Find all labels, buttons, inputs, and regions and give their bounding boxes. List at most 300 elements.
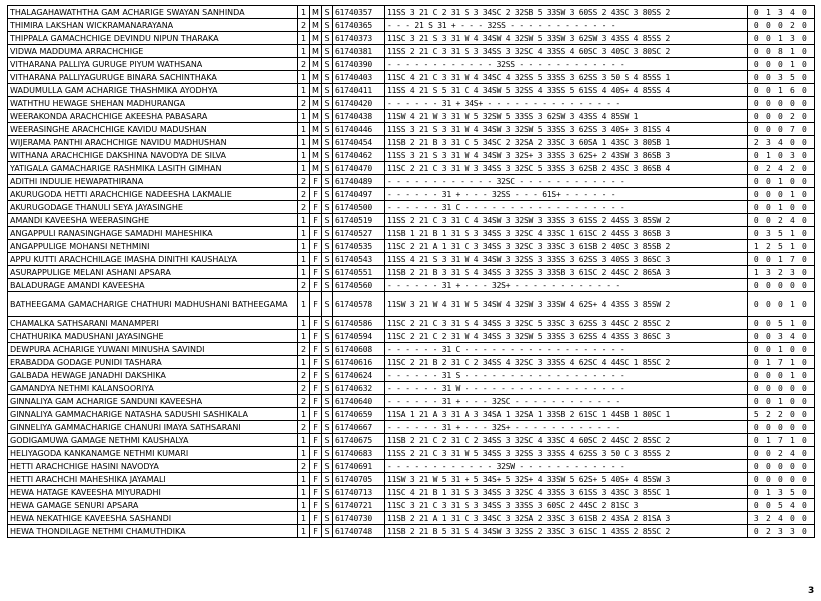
student-name-cell: WATHTHU HEWAGE SHEHAN MADHURANGA xyxy=(8,97,298,110)
gender-cell: F xyxy=(310,434,322,447)
medium-cell: S xyxy=(322,84,333,97)
gender-cell: F xyxy=(310,382,322,395)
student-name-cell: BALADURAGE AMANDI KAVEESHA xyxy=(8,279,298,292)
gender-cell: F xyxy=(310,292,322,317)
grade-counts-cell: 0 0 1 0 0 xyxy=(748,343,815,356)
grade-counts-cell: 0 0 0 0 0 xyxy=(748,421,815,434)
subject-grades-cell: 11SW 3 21 W 5 31 + 5 34S+ 5 32S+ 4 33SW 5 62S+ 5 40S+ 4 85SW 3 xyxy=(385,473,748,486)
stream-code-cell: 1 xyxy=(298,512,310,525)
medium-cell: S xyxy=(322,525,333,538)
gender-cell: M xyxy=(310,149,322,162)
stream-code-cell: 2 xyxy=(298,175,310,188)
stream-code-cell: 1 xyxy=(298,136,310,149)
subject-grades-cell: 11SC 2 21 A 1 31 C 3 34SS 3 32SC 3 33SC 3 61SB 2 40SC 3 85SB 2 xyxy=(385,240,748,253)
gender-cell: F xyxy=(310,266,322,279)
medium-cell: S xyxy=(322,434,333,447)
subject-grades-cell: - - - - - - 31 C - - - - - - - - - - - - - - - - - - xyxy=(385,201,748,214)
index-number-cell: 61740438 xyxy=(333,110,385,123)
student-name-cell: THALAGAHAWATHTHA GAM ACHARIGE SWAYAN SANHINDA xyxy=(8,6,298,19)
table-row xyxy=(8,292,815,317)
grade-counts-cell: 0 1 0 3 0 xyxy=(748,149,815,162)
grade-counts-cell: 0 3 5 1 0 xyxy=(748,227,815,240)
grade-counts-cell: 0 1 3 4 0 xyxy=(748,6,815,19)
grade-counts-cell: 0 0 1 7 0 xyxy=(748,253,815,266)
index-number-cell: 61740500 xyxy=(333,201,385,214)
table-row xyxy=(8,97,815,110)
gender-cell: F xyxy=(310,356,322,369)
gender-cell: M xyxy=(310,97,322,110)
table-row xyxy=(8,317,815,330)
index-number-cell: 61740519 xyxy=(333,214,385,227)
student-name-cell: GODIGAMUWA GAMAGE NETHMI KAUSHALYA xyxy=(8,434,298,447)
subject-grades-cell: 11SS 2 21 C 3 31 S 3 34SS 3 32SC 4 33SS 4 60SC 3 40SC 3 80SC 2 xyxy=(385,45,748,58)
grade-counts-cell: 0 0 0 7 0 xyxy=(748,123,815,136)
medium-cell: S xyxy=(322,356,333,369)
subject-grades-cell: 11SB 2 21 B 5 31 S 4 34SW 3 32SS 2 33SC 3 61SC 1 43SS 2 85SC 2 xyxy=(385,525,748,538)
table-row xyxy=(8,110,815,123)
index-number-cell: 61740403 xyxy=(333,71,385,84)
index-number-cell: 61740411 xyxy=(333,84,385,97)
medium-cell: S xyxy=(322,421,333,434)
table-row xyxy=(8,473,815,486)
table-row xyxy=(8,369,815,382)
index-number-cell: 61740578 xyxy=(333,292,385,317)
gender-cell: M xyxy=(310,71,322,84)
subject-grades-cell: 11SS 3 21 S 3 31 W 4 34SW 3 32SW 5 33SS 3 62SS 3 40S+ 3 81SS 4 xyxy=(385,123,748,136)
stream-code-cell: 2 xyxy=(298,395,310,408)
subject-grades-cell: 11SC 4 21 C 3 31 W 4 34SC 4 32SS 5 33SS 3 62SS 3 50 S 4 85SS 1 xyxy=(385,71,748,84)
table-row xyxy=(8,123,815,136)
medium-cell: S xyxy=(322,279,333,292)
gender-cell: F xyxy=(310,214,322,227)
subject-grades-cell: - - - - - - 31 C - - - - - - - - - - - - - - - - - - xyxy=(385,343,748,356)
table-row xyxy=(8,227,815,240)
index-number-cell: 61740470 xyxy=(333,162,385,175)
index-number-cell: 61740420 xyxy=(333,97,385,110)
subject-grades-cell: - - - 21 S 31 + - - - 32SS - - - - - - - - - - - - xyxy=(385,19,748,32)
grade-counts-cell: 0 0 5 1 0 xyxy=(748,317,815,330)
index-number-cell: 61740381 xyxy=(333,45,385,58)
table-row xyxy=(8,19,815,32)
student-name-cell: HELIYAGODA KANKANAMGE NETHMI KUMARI xyxy=(8,447,298,460)
page-number: 3 xyxy=(808,586,815,596)
table-row xyxy=(8,499,815,512)
medium-cell: S xyxy=(322,330,333,343)
gender-cell: M xyxy=(310,110,322,123)
medium-cell: S xyxy=(322,32,333,45)
index-number-cell: 61740616 xyxy=(333,356,385,369)
gender-cell: M xyxy=(310,162,322,175)
index-number-cell: 61740551 xyxy=(333,266,385,279)
table-row xyxy=(8,214,815,227)
medium-cell: S xyxy=(322,369,333,382)
student-name-cell: ERABADDA GODAGE PUNIDI TASHARA xyxy=(8,356,298,369)
gender-cell: F xyxy=(310,253,322,266)
student-name-cell: CHAMALKA SATHSARANI MANAMPERI xyxy=(8,317,298,330)
medium-cell: S xyxy=(322,97,333,110)
medium-cell: S xyxy=(322,162,333,175)
gender-cell: F xyxy=(310,408,322,421)
stream-code-cell: 1 xyxy=(298,227,310,240)
stream-code-cell: 1 xyxy=(298,240,310,253)
index-number-cell: 61740624 xyxy=(333,369,385,382)
stream-code-cell: 1 xyxy=(298,356,310,369)
stream-code-cell: 1 xyxy=(298,214,310,227)
stream-code-cell: 1 xyxy=(298,45,310,58)
stream-code-cell: 1 xyxy=(298,447,310,460)
subject-grades-cell: 11SB 2 21 A 1 31 C 3 34SC 3 32SA 2 33SC 3 61SB 2 43SA 2 81SA 3 xyxy=(385,512,748,525)
table-row xyxy=(8,447,815,460)
medium-cell: S xyxy=(322,19,333,32)
stream-code-cell: 1 xyxy=(298,123,310,136)
subject-grades-cell: - - - - - - 31 + - - - 32S+ - - - - - - - - - - - - xyxy=(385,421,748,434)
medium-cell: S xyxy=(322,136,333,149)
table-row xyxy=(8,45,815,58)
medium-cell: S xyxy=(322,240,333,253)
student-name-cell: HEWA HATAGE KAVEESHA MIYURADHI xyxy=(8,486,298,499)
subject-grades-cell: - - - - - - 31 + - - - 32S+ - - - - - - - - - - - - xyxy=(385,279,748,292)
index-number-cell: 61740489 xyxy=(333,175,385,188)
medium-cell: S xyxy=(322,123,333,136)
student-name-cell: DEWPURA ACHARIGE YUWANI MINUSHA SAVINDI xyxy=(8,343,298,356)
gender-cell: M xyxy=(310,84,322,97)
table-row xyxy=(8,71,815,84)
medium-cell: S xyxy=(322,447,333,460)
index-number-cell: 61740497 xyxy=(333,188,385,201)
subject-grades-cell: - - - - - - 31 + - - - 32SC - - - - - - - - - - - - xyxy=(385,395,748,408)
grade-counts-cell: 0 1 7 1 0 xyxy=(748,356,815,369)
subject-grades-cell: - - - - - - 31 + 34S+ - - - - - - - - - - - - - - - xyxy=(385,97,748,110)
grade-counts-cell: 0 0 1 0 0 xyxy=(748,175,815,188)
gender-cell: M xyxy=(310,19,322,32)
student-name-cell: VITHARANA PALLIYA GURUGE PIYUM WATHSANA xyxy=(8,58,298,71)
student-name-cell: HEWA NEKATHIGE KAVEESHA SASHANDI xyxy=(8,512,298,525)
gender-cell: F xyxy=(310,317,322,330)
stream-code-cell: 1 xyxy=(298,292,310,317)
grade-counts-cell: 3 2 4 0 0 xyxy=(748,512,815,525)
subject-grades-cell: 11SC 3 21 C 3 31 S 3 34SS 3 33SS 3 60SC 2 44SC 2 81SC 3 xyxy=(385,499,748,512)
medium-cell: S xyxy=(322,473,333,486)
grade-counts-cell: 0 0 1 0 0 xyxy=(748,201,815,214)
subject-grades-cell: - - - - - - - - - - - - 32SS - - - - - - - - - - - - xyxy=(385,58,748,71)
subject-grades-cell: 11SS 4 21 S 5 31 C 4 34SW 5 32SS 4 33SS 5 61SS 4 40S+ 4 85SS 4 xyxy=(385,84,748,97)
index-number-cell: 61740365 xyxy=(333,19,385,32)
grade-counts-cell: 0 0 0 1 0 xyxy=(748,292,815,317)
grade-counts-cell: 0 0 3 4 0 xyxy=(748,330,815,343)
medium-cell: S xyxy=(322,45,333,58)
student-name-cell: ASURAPPULIGE MELANI ASHANI APSARA xyxy=(8,266,298,279)
student-name-cell: GINNALIYA GAM ACHARIGE SANDUNI KAVEESHA xyxy=(8,395,298,408)
grade-counts-cell: 1 3 2 3 0 xyxy=(748,266,815,279)
gender-cell: M xyxy=(310,32,322,45)
grade-counts-cell: 0 0 8 1 0 xyxy=(748,45,815,58)
index-number-cell: 61740586 xyxy=(333,317,385,330)
medium-cell: S xyxy=(322,175,333,188)
medium-cell: S xyxy=(322,253,333,266)
medium-cell: S xyxy=(322,227,333,240)
student-name-cell: AMANDI KAVEESHA WEERASINGHE xyxy=(8,214,298,227)
medium-cell: S xyxy=(322,486,333,499)
gender-cell: F xyxy=(310,486,322,499)
subject-grades-cell: 11SW 3 21 W 4 31 W 5 34SW 4 32SW 3 33SW 4 62S+ 4 43SS 3 85SW 2 xyxy=(385,292,748,317)
medium-cell: S xyxy=(322,395,333,408)
index-number-cell: 61740373 xyxy=(333,32,385,45)
subject-grades-cell: 11SS 2 21 C 3 31 C 4 34SW 3 32SW 3 33SS 3 61SS 2 44SS 3 85SW 2 xyxy=(385,214,748,227)
stream-code-cell: 1 xyxy=(298,434,310,447)
results-table xyxy=(7,5,815,538)
gender-cell: F xyxy=(310,227,322,240)
grade-counts-cell: 0 2 3 3 0 xyxy=(748,525,815,538)
stream-code-cell: 1 xyxy=(298,32,310,45)
medium-cell: S xyxy=(322,6,333,19)
subject-grades-cell: - - - - - - - - - - - - 32SW - - - - - - - - - - - - xyxy=(385,460,748,473)
gender-cell: F xyxy=(310,512,322,525)
gender-cell: F xyxy=(310,369,322,382)
grade-counts-cell: 0 0 0 2 0 xyxy=(748,19,815,32)
results-table-body xyxy=(8,6,815,538)
subject-grades-cell: - - - - - - 31 S - - - - - - - - - - - - - - - - - - xyxy=(385,369,748,382)
index-number-cell: 61740667 xyxy=(333,421,385,434)
index-number-cell: 61740691 xyxy=(333,460,385,473)
index-number-cell: 61740730 xyxy=(333,512,385,525)
medium-cell: S xyxy=(322,71,333,84)
stream-code-cell: 1 xyxy=(298,253,310,266)
stream-code-cell: 1 xyxy=(298,162,310,175)
index-number-cell: 61740721 xyxy=(333,499,385,512)
subject-grades-cell: 11SC 2 21 C 3 31 S 4 34SS 3 32SC 5 33SC 3 62SS 3 44SC 2 85SC 2 xyxy=(385,317,748,330)
student-name-cell: HETTI ARACHCHIGE HASINI NAVODYA xyxy=(8,460,298,473)
table-row xyxy=(8,201,815,214)
student-name-cell: ANGAPPULI RANASINGHAGE SAMADHI MAHESHIKA xyxy=(8,227,298,240)
stream-code-cell: 1 xyxy=(298,6,310,19)
index-number-cell: 61740454 xyxy=(333,136,385,149)
table-row xyxy=(8,266,815,279)
stream-code-cell: 2 xyxy=(298,19,310,32)
subject-grades-cell: 11SW 4 21 W 3 31 W 5 32SW 5 33SS 3 62SW 3 43SS 4 85SW 1 xyxy=(385,110,748,123)
gender-cell: F xyxy=(310,175,322,188)
grade-counts-cell: 0 0 1 0 0 xyxy=(748,395,815,408)
student-name-cell: APPU KUTTI ARACHCHILAGE IMASHA DINITHI KAUSHALYA xyxy=(8,253,298,266)
student-name-cell: GINNELIYA GAMMACHARIGE CHANURI IMAYA SATHSARANI xyxy=(8,421,298,434)
table-row xyxy=(8,421,815,434)
student-name-cell: BATHEEGAMA GAMACHARIGE CHATHURI MADHUSHANI BATHEEGAMA xyxy=(8,292,298,317)
index-number-cell: 61740462 xyxy=(333,149,385,162)
stream-code-cell: 1 xyxy=(298,149,310,162)
student-name-cell: HEWA THONDILAGE NETHMI CHAMUTHDIKA xyxy=(8,525,298,538)
stream-code-cell: 2 xyxy=(298,188,310,201)
stream-code-cell: 2 xyxy=(298,460,310,473)
stream-code-cell: 2 xyxy=(298,201,310,214)
gender-cell: F xyxy=(310,330,322,343)
medium-cell: S xyxy=(322,317,333,330)
table-row xyxy=(8,330,815,343)
stream-code-cell: 2 xyxy=(298,279,310,292)
table-row xyxy=(8,356,815,369)
medium-cell: S xyxy=(322,499,333,512)
index-number-cell: 61740675 xyxy=(333,434,385,447)
student-name-cell: HEWA GAMAGE SENURI APSARA xyxy=(8,499,298,512)
gender-cell: M xyxy=(310,6,322,19)
grade-counts-cell: 0 0 0 0 0 xyxy=(748,279,815,292)
student-name-cell: WADUMULLA GAM ACHARIGE THASHMIKA AYODHYA xyxy=(8,84,298,97)
table-row xyxy=(8,512,815,525)
index-number-cell: 61740527 xyxy=(333,227,385,240)
grade-counts-cell: 0 0 1 3 0 xyxy=(748,32,815,45)
table-row xyxy=(8,395,815,408)
medium-cell: S xyxy=(322,382,333,395)
gender-cell: F xyxy=(310,188,322,201)
subject-grades-cell: - - - - - - 31 + - - - 32SS - - - 61S+ - - - - - - xyxy=(385,188,748,201)
medium-cell: S xyxy=(322,292,333,317)
table-row xyxy=(8,434,815,447)
index-number-cell: 61740560 xyxy=(333,279,385,292)
student-name-cell: WIJERAMA PANTHI ARACHCHIGE NAVIDU MADHUSHAN xyxy=(8,136,298,149)
gender-cell: M xyxy=(310,136,322,149)
index-number-cell: 61740683 xyxy=(333,447,385,460)
medium-cell: S xyxy=(322,512,333,525)
subject-grades-cell: - - - - - - 31 W - - - - - - - - - - - - - - - - - - xyxy=(385,382,748,395)
gender-cell: M xyxy=(310,45,322,58)
student-name-cell: WITHANA ARACHCHIGE DAKSHINA NAVODYA DE SILVA xyxy=(8,149,298,162)
grade-counts-cell: 0 0 0 0 0 xyxy=(748,382,815,395)
subject-grades-cell: 11SC 3 21 S 3 31 W 4 34SW 4 32SW 5 33SW 3 62SW 3 43SS 4 85SS 2 xyxy=(385,32,748,45)
grade-counts-cell: 0 0 0 2 0 xyxy=(748,110,815,123)
stream-code-cell: 2 xyxy=(298,421,310,434)
stream-code-cell: 1 xyxy=(298,408,310,421)
grade-counts-cell: 0 0 2 4 0 xyxy=(748,214,815,227)
grade-counts-cell: 2 3 4 0 0 xyxy=(748,136,815,149)
subject-grades-cell: 11SS 2 21 C 3 31 W 5 34SS 3 32SS 3 33SS 4 62SS 3 50 C 3 85SS 2 xyxy=(385,447,748,460)
subject-grades-cell: 11SS 4 21 S 3 31 W 4 34SW 3 32SS 3 33SS 3 62SS 3 40SS 3 86SC 3 xyxy=(385,253,748,266)
table-row xyxy=(8,188,815,201)
index-number-cell: 61740632 xyxy=(333,382,385,395)
index-number-cell: 61740543 xyxy=(333,253,385,266)
index-number-cell: 61740594 xyxy=(333,330,385,343)
index-number-cell: 61740535 xyxy=(333,240,385,253)
stream-code-cell: 1 xyxy=(298,110,310,123)
grade-counts-cell: 0 0 0 1 0 xyxy=(748,188,815,201)
stream-code-cell: 1 xyxy=(298,486,310,499)
index-number-cell: 61740446 xyxy=(333,123,385,136)
gender-cell: F xyxy=(310,473,322,486)
gender-cell: F xyxy=(310,447,322,460)
stream-code-cell: 1 xyxy=(298,499,310,512)
gender-cell: F xyxy=(310,395,322,408)
table-row xyxy=(8,279,815,292)
table-row xyxy=(8,343,815,356)
gender-cell: F xyxy=(310,240,322,253)
student-name-cell: VIDWA MADDUMA ARRACHCHIGE xyxy=(8,45,298,58)
index-number-cell: 61740659 xyxy=(333,408,385,421)
table-row xyxy=(8,58,815,71)
table-row xyxy=(8,408,815,421)
index-number-cell: 61740705 xyxy=(333,473,385,486)
gender-cell: F xyxy=(310,460,322,473)
student-name-cell: AKURUGODA HETTI ARACHCHIGE NADEESHA LAKMALIE xyxy=(8,188,298,201)
table-row xyxy=(8,84,815,97)
student-name-cell: GAMANDYA NETHMI KALANSOORIYA xyxy=(8,382,298,395)
grade-counts-cell: 0 0 0 0 0 xyxy=(748,473,815,486)
gender-cell: F xyxy=(310,201,322,214)
gender-cell: M xyxy=(310,123,322,136)
medium-cell: S xyxy=(322,149,333,162)
stream-code-cell: 1 xyxy=(298,266,310,279)
stream-code-cell: 1 xyxy=(298,330,310,343)
stream-code-cell: 1 xyxy=(298,525,310,538)
index-number-cell: 61740608 xyxy=(333,343,385,356)
grade-counts-cell: 0 0 0 0 0 xyxy=(748,97,815,110)
index-number-cell: 61740357 xyxy=(333,6,385,19)
subject-grades-cell: 11SC 2 21 C 3 31 W 3 34SS 3 32SC 5 33SS 3 62SB 2 43SC 3 86SB 4 xyxy=(385,162,748,175)
medium-cell: S xyxy=(322,188,333,201)
student-name-cell: ADITHI INDULIE HEWAPATHIRANA xyxy=(8,175,298,188)
stream-code-cell: 2 xyxy=(298,369,310,382)
student-name-cell: CHATHURIKA MADUSHANI JAYASINGHE xyxy=(8,330,298,343)
subject-grades-cell: 11SC 2 21 C 2 31 W 4 34SS 3 32SW 5 33SS 3 62SS 4 43SS 3 86SC 3 xyxy=(385,330,748,343)
medium-cell: S xyxy=(322,266,333,279)
table-row xyxy=(8,149,815,162)
medium-cell: S xyxy=(322,110,333,123)
table-row xyxy=(8,240,815,253)
grade-counts-cell: 1 2 5 1 0 xyxy=(748,240,815,253)
medium-cell: S xyxy=(322,214,333,227)
gender-cell: F xyxy=(310,421,322,434)
student-name-cell: WEERASINGHE ARACHCHIGE KAVIDU MADUSHAN xyxy=(8,123,298,136)
grade-counts-cell: 0 1 7 1 0 xyxy=(748,434,815,447)
table-row xyxy=(8,525,815,538)
grade-counts-cell: 0 0 2 4 0 xyxy=(748,447,815,460)
gender-cell: F xyxy=(310,525,322,538)
table-row xyxy=(8,6,815,19)
medium-cell: S xyxy=(322,58,333,71)
stream-code-cell: 2 xyxy=(298,58,310,71)
student-name-cell: HETTI ARACHCHI MAHESHIKA JAYAMALI xyxy=(8,473,298,486)
student-name-cell: WEERAKONDA ARACHCHIGE AKEESHA PABASARA xyxy=(8,110,298,123)
grade-counts-cell: 0 0 0 1 0 xyxy=(748,369,815,382)
grade-counts-cell: 0 0 0 1 0 xyxy=(748,58,815,71)
stream-code-cell: 2 xyxy=(298,382,310,395)
stream-code-cell: 1 xyxy=(298,71,310,84)
grade-counts-cell: 0 0 5 4 0 xyxy=(748,499,815,512)
subject-grades-cell: 11SA 1 21 A 3 31 A 3 34SA 1 32SA 1 33SB 2 61SC 1 44SB 1 80SC 1 xyxy=(385,408,748,421)
subject-grades-cell: 11SB 2 21 B 3 31 S 4 34SS 3 32SS 3 33SB 3 61SC 2 44SC 2 86SA 3 xyxy=(385,266,748,279)
table-row xyxy=(8,460,815,473)
gender-cell: F xyxy=(310,279,322,292)
stream-code-cell: 2 xyxy=(298,97,310,110)
table-row xyxy=(8,486,815,499)
student-name-cell: GALBADA HEWAGE JANADHI DAKSHIKA xyxy=(8,369,298,382)
subject-grades-cell: 11SC 2 21 B 2 31 C 2 34SS 4 32SC 3 33SS 4 62SC 4 44SC 1 85SC 2 xyxy=(385,356,748,369)
student-name-cell: THIMIRA LAKSHAN WICKRAMANARAYANA xyxy=(8,19,298,32)
stream-code-cell: 1 xyxy=(298,317,310,330)
index-number-cell: 61740640 xyxy=(333,395,385,408)
table-row xyxy=(8,175,815,188)
gender-cell: F xyxy=(310,343,322,356)
subject-grades-cell: 11SB 2 21 C 2 31 C 2 34SS 3 32SC 4 33SC 4 60SC 2 44SC 2 85SC 2 xyxy=(385,434,748,447)
grade-counts-cell: 0 2 4 2 0 xyxy=(748,162,815,175)
index-number-cell: 61740748 xyxy=(333,525,385,538)
table-row xyxy=(8,136,815,149)
table-row xyxy=(8,253,815,266)
stream-code-cell: 2 xyxy=(298,343,310,356)
student-name-cell: VITHARANA PALLIYAGURUGE BINARA SACHINTHAKA xyxy=(8,71,298,84)
student-name-cell: AKURUGODAGE THANULI SEYA JAYASINGHE xyxy=(8,201,298,214)
gender-cell: F xyxy=(310,499,322,512)
subject-grades-cell: 11SB 1 21 B 1 31 S 3 34SS 3 32SC 4 33SC 1 61SC 2 44SS 3 86SB 3 xyxy=(385,227,748,240)
index-number-cell: 61740713 xyxy=(333,486,385,499)
student-name-cell: THIPPALA GAMACHCHIGE DEVINDU NIPUN THARAKA xyxy=(8,32,298,45)
student-name-cell: YATIGALA GAMACHARIGE RASHMIKA LASITH GIMHAN xyxy=(8,162,298,175)
